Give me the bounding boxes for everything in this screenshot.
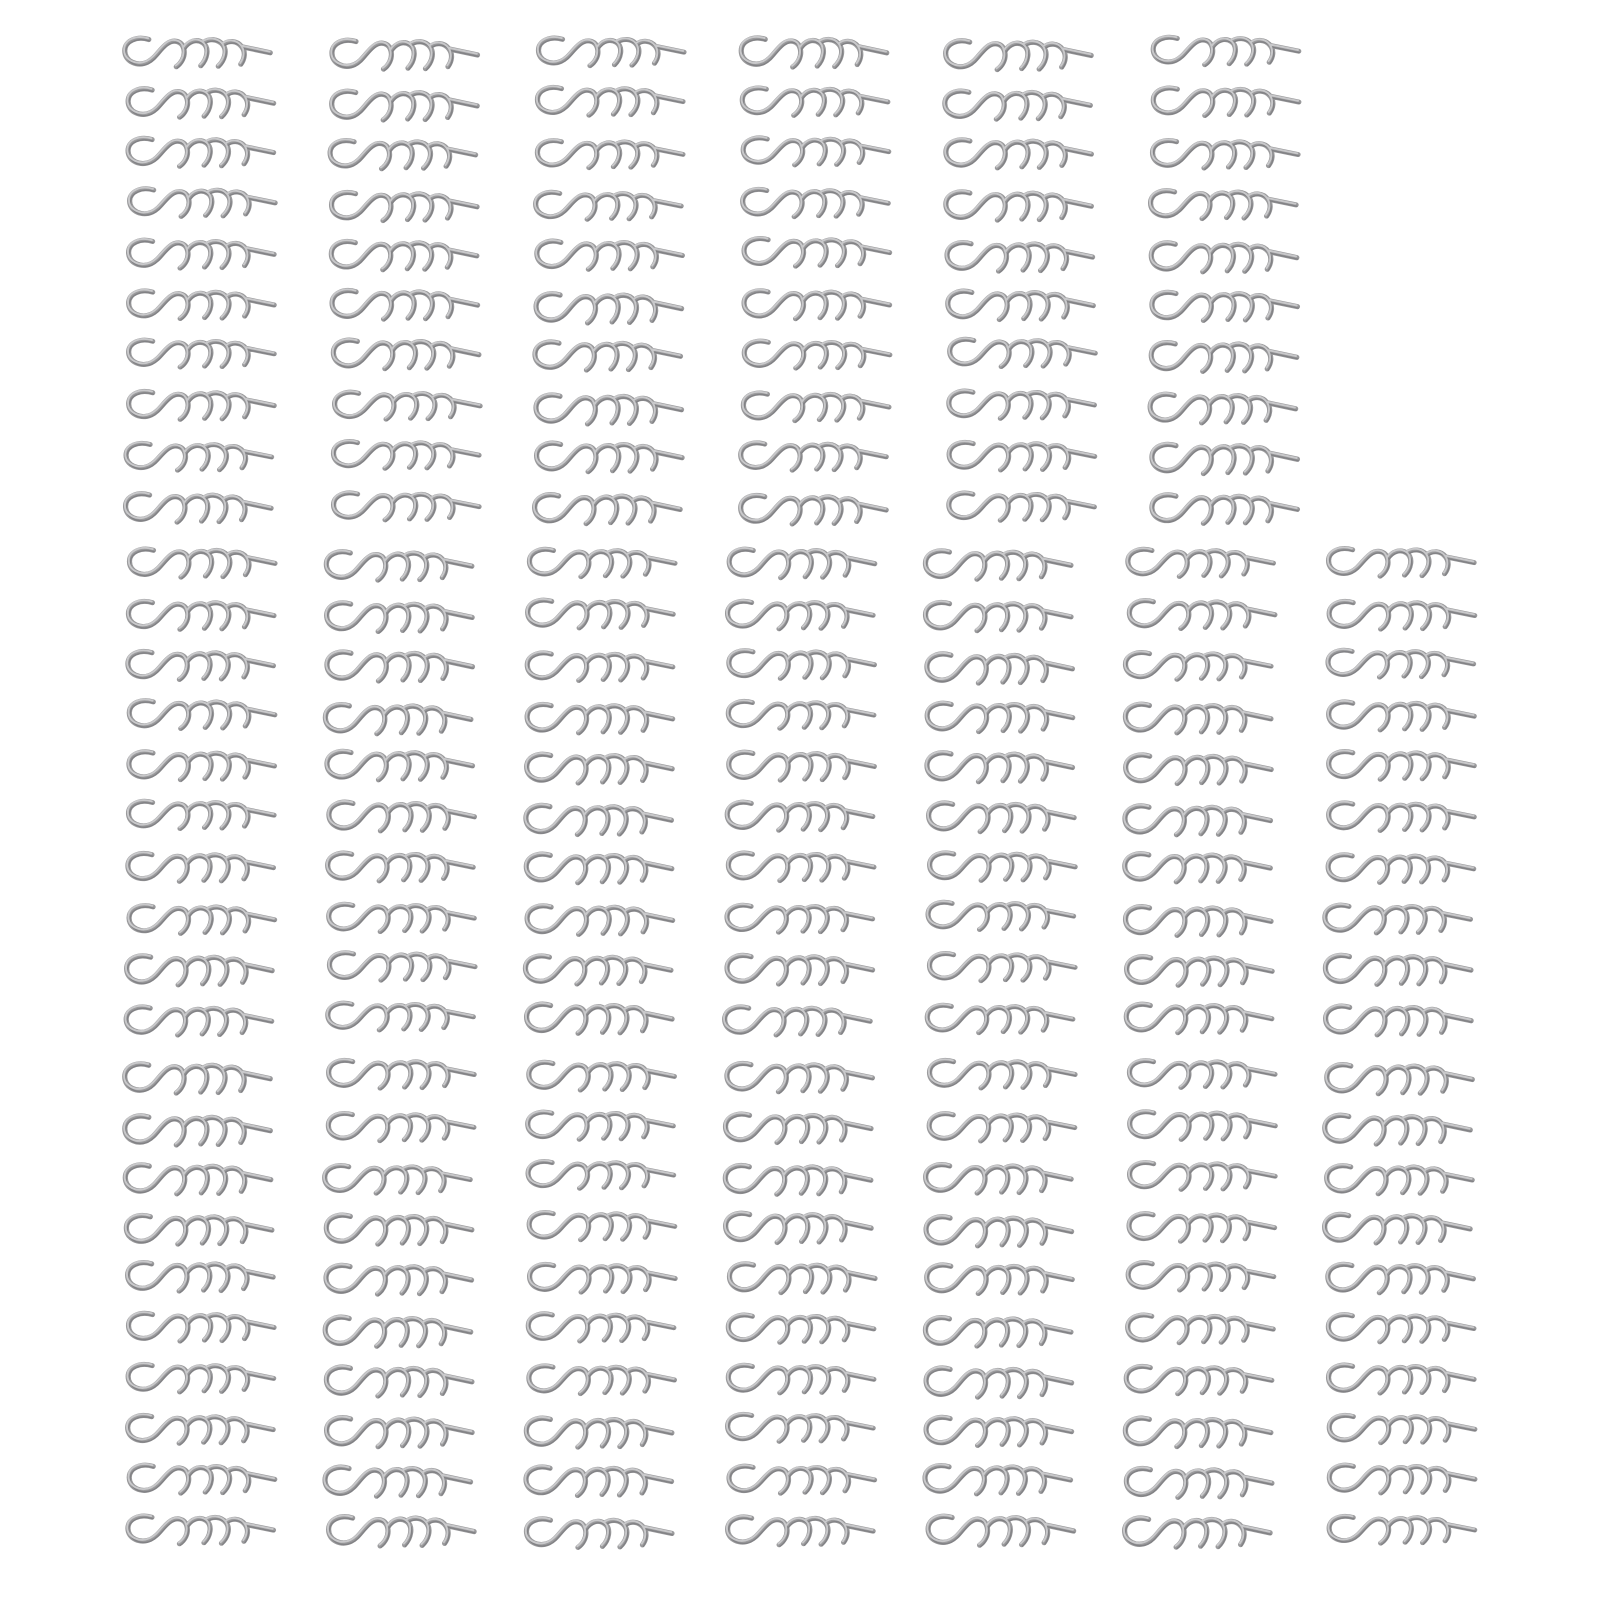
clip-item xyxy=(918,894,1083,946)
clip-item xyxy=(118,1456,283,1508)
clip-item xyxy=(718,1456,883,1508)
clip-item xyxy=(1118,944,1283,996)
clip-item xyxy=(1118,641,1283,693)
clip-item xyxy=(1143,331,1308,383)
clip-item xyxy=(1318,641,1483,693)
clip-item xyxy=(918,641,1083,693)
clip-item xyxy=(518,1507,683,1559)
clip-item xyxy=(318,742,483,794)
clip-item xyxy=(718,793,883,845)
clip-item xyxy=(518,1406,683,1458)
clip-item xyxy=(318,1507,483,1559)
clip-item xyxy=(118,432,283,484)
clip-item xyxy=(1143,129,1308,181)
clip-item xyxy=(1318,1153,1483,1205)
clip-item xyxy=(118,894,283,946)
clip-item xyxy=(118,1305,283,1357)
clip-item xyxy=(1118,1456,1283,1508)
clip-item xyxy=(1143,79,1308,131)
clip-item xyxy=(918,1204,1083,1256)
clip-item xyxy=(518,591,683,643)
clip-item xyxy=(1143,483,1308,535)
clip-item xyxy=(118,1153,283,1205)
clip-item xyxy=(1318,1052,1483,1104)
clip-item xyxy=(518,1204,683,1256)
clip-item xyxy=(1318,1507,1483,1559)
clip-item xyxy=(918,1052,1083,1104)
clip-item xyxy=(518,995,683,1047)
clip-item xyxy=(718,995,883,1047)
clip-item xyxy=(118,28,283,80)
clip-item xyxy=(323,180,488,232)
clip-item xyxy=(1318,1204,1483,1256)
clip-item xyxy=(118,180,283,232)
clip-item xyxy=(528,382,693,434)
clip-item xyxy=(733,483,898,535)
clip-item xyxy=(918,1456,1083,1508)
clip-item xyxy=(733,129,898,181)
clip-item xyxy=(518,742,683,794)
clip-item xyxy=(318,1305,483,1357)
clip-item xyxy=(518,1153,683,1205)
clip-item xyxy=(518,540,683,592)
clip-item xyxy=(1318,995,1483,1047)
clip-item xyxy=(118,1103,283,1155)
clip-item xyxy=(1143,180,1308,232)
clip-item xyxy=(518,1103,683,1155)
clip-item xyxy=(323,331,488,383)
clip-item xyxy=(118,281,283,333)
clip-item xyxy=(1318,1456,1483,1508)
clip-item xyxy=(938,180,1103,232)
clip-item xyxy=(318,944,483,996)
clip-item xyxy=(118,382,283,434)
clip-item xyxy=(1118,1153,1283,1205)
clip-item xyxy=(323,382,488,434)
clip-item xyxy=(323,483,488,535)
clip-item xyxy=(323,28,488,80)
clip-item xyxy=(733,432,898,484)
clip-item xyxy=(1318,894,1483,946)
clip-item xyxy=(528,483,693,535)
clip-item xyxy=(1143,230,1308,282)
clip-item xyxy=(528,180,693,232)
clip-item xyxy=(918,591,1083,643)
clip-item xyxy=(733,28,898,80)
clip-item xyxy=(118,1406,283,1458)
clip-item xyxy=(1143,432,1308,484)
clip-item xyxy=(733,281,898,333)
clip-item xyxy=(733,180,898,232)
clip-item xyxy=(718,944,883,996)
clip-item xyxy=(518,944,683,996)
clip-item xyxy=(1118,1103,1283,1155)
clip-item xyxy=(118,793,283,845)
clip-item xyxy=(1118,1305,1283,1357)
clip-item xyxy=(718,692,883,744)
clip-item xyxy=(318,1052,483,1104)
clip-item xyxy=(323,230,488,282)
clip-item xyxy=(318,1355,483,1407)
clip-item xyxy=(918,540,1083,592)
clip-item xyxy=(118,1507,283,1559)
clip-item xyxy=(518,843,683,895)
clip-item xyxy=(528,129,693,181)
clip-item xyxy=(518,1254,683,1306)
clip-item xyxy=(1118,995,1283,1047)
clip-item xyxy=(918,742,1083,794)
clip-item xyxy=(528,432,693,484)
clip-item xyxy=(938,281,1103,333)
clip-item xyxy=(518,793,683,845)
clip-item xyxy=(718,1507,883,1559)
clip-item xyxy=(1143,28,1308,80)
clip-item xyxy=(118,1254,283,1306)
clip-item xyxy=(518,1052,683,1104)
clip-item xyxy=(1318,692,1483,744)
clip-item xyxy=(528,331,693,383)
clip-item xyxy=(718,540,883,592)
clip-item xyxy=(118,742,283,794)
clip-item xyxy=(1118,1355,1283,1407)
clip-item xyxy=(1118,591,1283,643)
clip-item xyxy=(1318,843,1483,895)
clip-item xyxy=(1318,793,1483,845)
clip-item xyxy=(918,1103,1083,1155)
clip-item xyxy=(718,1103,883,1155)
clip-item xyxy=(938,432,1103,484)
clip-item xyxy=(718,1052,883,1104)
clip-item xyxy=(1318,591,1483,643)
clip-item xyxy=(318,1406,483,1458)
clip-item xyxy=(918,1406,1083,1458)
clip-item xyxy=(318,591,483,643)
clip-item xyxy=(1118,1204,1283,1256)
clip-item xyxy=(518,894,683,946)
clip-item xyxy=(518,1355,683,1407)
clip-item xyxy=(918,692,1083,744)
clip-item xyxy=(118,1355,283,1407)
clip-item xyxy=(718,1355,883,1407)
clip-item xyxy=(318,692,483,744)
clip-item xyxy=(528,79,693,131)
clip-item xyxy=(118,944,283,996)
clip-item xyxy=(1118,894,1283,946)
clip-item xyxy=(318,641,483,693)
clip-item xyxy=(318,1456,483,1508)
clip-item xyxy=(1118,1507,1283,1559)
clip-item xyxy=(1118,692,1283,744)
clip-item xyxy=(118,540,283,592)
clip-item xyxy=(918,1355,1083,1407)
clip-item xyxy=(323,79,488,131)
clip-item xyxy=(1318,944,1483,996)
clip-item xyxy=(718,1254,883,1306)
clip-item xyxy=(118,1052,283,1104)
clip-item xyxy=(118,843,283,895)
clip-item xyxy=(718,1406,883,1458)
clip-item xyxy=(733,79,898,131)
clip-item xyxy=(1118,540,1283,592)
clip-item xyxy=(318,843,483,895)
clip-item xyxy=(718,1153,883,1205)
clip-item xyxy=(528,230,693,282)
clip-item xyxy=(1318,1254,1483,1306)
clip-item xyxy=(118,641,283,693)
clip-item xyxy=(528,28,693,80)
clip-item xyxy=(1318,1103,1483,1155)
clip-item xyxy=(718,1204,883,1256)
clip-item xyxy=(118,331,283,383)
clip-item xyxy=(1118,1052,1283,1104)
clip-item xyxy=(938,28,1103,80)
clip-item xyxy=(1143,382,1308,434)
clip-item xyxy=(118,79,283,131)
clip-item xyxy=(1318,540,1483,592)
clip-item xyxy=(718,591,883,643)
clip-item xyxy=(918,843,1083,895)
clip-item xyxy=(1118,1254,1283,1306)
clip-item xyxy=(118,692,283,744)
clip-item xyxy=(318,1153,483,1205)
clip-item xyxy=(1143,281,1308,333)
clip-item xyxy=(323,432,488,484)
clip-item xyxy=(118,230,283,282)
clip-item xyxy=(938,79,1103,131)
clip-item xyxy=(718,1305,883,1357)
clip-item xyxy=(938,129,1103,181)
clip-item xyxy=(1318,1406,1483,1458)
clip-item xyxy=(733,331,898,383)
clip-item xyxy=(318,995,483,1047)
clip-item xyxy=(918,1507,1083,1559)
clip-item xyxy=(518,641,683,693)
clip-item xyxy=(1318,742,1483,794)
clip-item xyxy=(718,894,883,946)
clip-item xyxy=(318,894,483,946)
clip-item xyxy=(938,230,1103,282)
clip-item xyxy=(118,129,283,181)
clip-item xyxy=(733,382,898,434)
clip-item xyxy=(118,995,283,1047)
clip-item xyxy=(733,230,898,282)
clip-item xyxy=(318,1103,483,1155)
clip-item xyxy=(918,1254,1083,1306)
clip-item xyxy=(518,1456,683,1508)
clip-item xyxy=(1118,793,1283,845)
clip-item xyxy=(518,692,683,744)
clip-item xyxy=(938,331,1103,383)
clip-item xyxy=(118,591,283,643)
clip-item xyxy=(518,1305,683,1357)
clip-item xyxy=(1118,742,1283,794)
clip-item xyxy=(323,129,488,181)
clip-item xyxy=(318,540,483,592)
clip-item xyxy=(918,1153,1083,1205)
clip-item xyxy=(718,742,883,794)
clip-item xyxy=(1318,1305,1483,1357)
clip-item xyxy=(318,1254,483,1306)
clip-item xyxy=(118,483,283,535)
clip-item xyxy=(918,1305,1083,1357)
clip-item xyxy=(318,1204,483,1256)
clip-item xyxy=(318,793,483,845)
clip-item xyxy=(938,483,1103,535)
clip-item xyxy=(918,995,1083,1047)
clip-item xyxy=(1118,843,1283,895)
clip-item xyxy=(1118,1406,1283,1458)
clip-item xyxy=(118,1204,283,1256)
clip-item xyxy=(938,382,1103,434)
clip-item xyxy=(1318,1355,1483,1407)
clip-item xyxy=(718,641,883,693)
clip-item xyxy=(918,793,1083,845)
clip-item xyxy=(718,843,883,895)
clip-item xyxy=(918,944,1083,996)
clip-item xyxy=(323,281,488,333)
clip-item xyxy=(528,281,693,333)
